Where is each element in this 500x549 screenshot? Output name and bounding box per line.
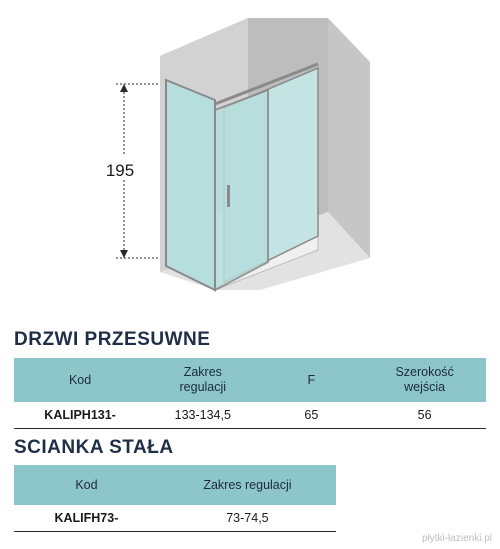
- cell-zakres: 73-74,5: [159, 505, 336, 532]
- cell-f: 65: [259, 402, 363, 429]
- cell-zakres: 133-134,5: [146, 402, 259, 429]
- header-kod: Kod: [14, 358, 146, 402]
- door-handle: [227, 185, 230, 207]
- doors-table-header-row: [14, 358, 486, 402]
- header-kod: Kod: [14, 465, 159, 505]
- dimension-arrow-bottom: [120, 250, 128, 258]
- header-f: F: [259, 358, 363, 402]
- table-row: [14, 402, 486, 429]
- wall-section-title: SCIANKA STAŁA: [14, 437, 174, 458]
- height-label: 195: [105, 161, 135, 180]
- doors-table: [14, 358, 486, 429]
- wall-table: [14, 465, 336, 532]
- header-zakres-regulacji: Zakres regulacji: [159, 465, 336, 505]
- dimension-arrow-top: [120, 84, 128, 92]
- cell-kod: KALIPH131-: [14, 402, 146, 429]
- table-row: [14, 505, 336, 532]
- fixed-glass-panel: [166, 80, 215, 290]
- cell-kod: KALIFH73-: [14, 505, 159, 532]
- header-zakres-regulacji: Zakres regulacji: [146, 358, 259, 402]
- doors-section-title: DRZWI PRZESUWNE: [14, 329, 211, 350]
- sliding-door-panel-front: [215, 90, 268, 290]
- wall-table-header-row: [14, 465, 336, 505]
- header-szerokosc-wejscia: Szerokość wejścia: [363, 358, 486, 402]
- watermark: płytki-łazienki.pl: [421, 533, 492, 544]
- cell-szerokosc: 56: [363, 402, 486, 429]
